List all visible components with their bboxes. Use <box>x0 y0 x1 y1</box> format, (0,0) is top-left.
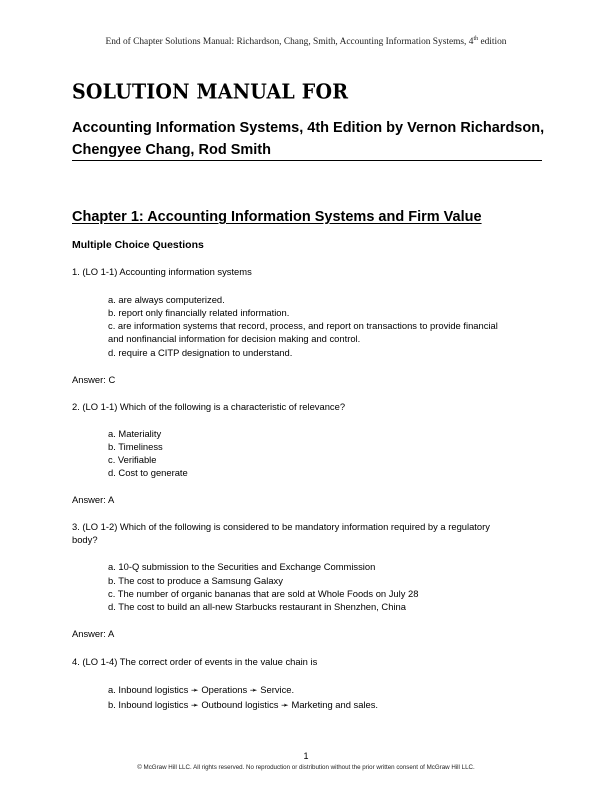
page-number: 1 <box>303 751 309 761</box>
manual-title: SOLUTION MANUAL FOR <box>72 80 349 104</box>
question-3-answer: Answer: A <box>72 628 115 639</box>
question-1-answer: Answer: C <box>72 374 116 385</box>
title-divider <box>72 160 542 161</box>
question-4-stem: 4. (LO 1-4) The correct order of events in the value chain is <box>72 656 318 667</box>
question-1-option-d: d. require a CITP designation to understand. <box>108 347 293 358</box>
book-title: Accounting Information Systems, 4th Edition by Vernon Richardson, Chengyee Chang, Rod Smith <box>72 120 545 158</box>
question-3-option-c: c. The number of organic bananas that are sold at Whole Foods on July 28 <box>108 588 419 599</box>
section-title: Multiple Choice Questions <box>72 239 204 251</box>
question-4-option-a: a. Inbound logistics ➛ Operations ➛ Service. <box>108 684 295 695</box>
question-3-option-b: b. The cost to produce a Samsung Galaxy <box>108 575 283 586</box>
question-1-option-c: c. are information systems that record, process, and report on transactions to provide financial and nonfinancial information for decision making and control. <box>108 320 498 345</box>
copyright-footer: © McGraw Hill LLC. All rights reserved. No reproduction or distribution without the prior written consent of McGraw Hill LLC. <box>137 764 475 771</box>
running-header <box>0 36 612 47</box>
question-2-option-b: b. Timeliness <box>108 441 163 452</box>
question-3-option-a: a. 10-Q submission to the Securities and Exchange Commission <box>108 561 376 572</box>
question-3-stem: 3. (LO 1-2) Which of the following is considered to be mandatory information required by a regulatory body? <box>72 521 490 546</box>
question-3-option-d: d. The cost to build an all-new Starbucks restaurant in Shenzhen, China <box>108 601 406 612</box>
running-header-text: End of Chapter Solutions Manual: Richardson, Chang, Smith, Accounting Information Systems, 4 <box>105 37 474 48</box>
question-1-stem: 1. (LO 1-1) Accounting information systems <box>72 266 252 277</box>
question-2-option-d: d. Cost to generate <box>108 467 188 478</box>
chapter-title: Chapter 1: Accounting Information Systems and Firm Value <box>72 209 482 225</box>
running-header-superscript: th <box>473 36 479 42</box>
question-4-option-b: b. Inbound logistics ➛ Outbound logistics ➛ Marketing and sales. <box>108 699 379 710</box>
question-2-answer: Answer: A <box>72 494 115 505</box>
running-header-text-after: edition <box>478 37 507 48</box>
question-2-option-c: c. Verifiable <box>108 454 157 465</box>
question-1-option-a: a. are always computerized. <box>108 294 225 305</box>
question-2-stem: 2. (LO 1-1) Which of the following is a characteristic of relevance? <box>72 401 346 412</box>
question-1-option-b: b. report only financially related information. <box>108 307 290 318</box>
question-2-option-a: a. Materiality <box>108 428 162 439</box>
